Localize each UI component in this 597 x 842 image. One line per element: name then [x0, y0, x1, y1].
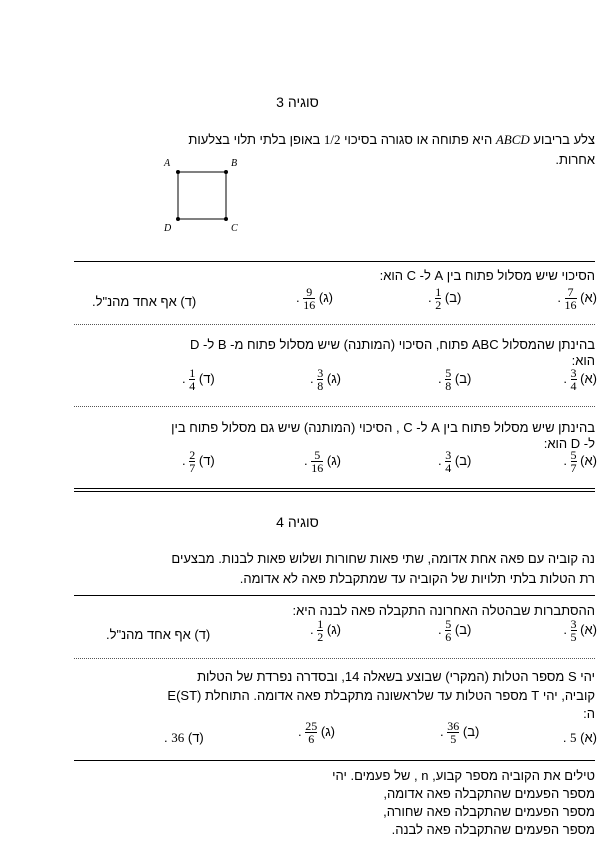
s3-q3-line2: ל- D הוא: [543, 436, 595, 451]
fraction: $\frac{5}{6}$ [445, 617, 452, 644]
fraction: $\frac{36}{5}$ [447, 719, 460, 746]
s3-q1-text: הסיכוי שיש מסלול פתוח בין A ל- C הוא: [379, 268, 595, 283]
section4-title: סוגיה 4 [276, 514, 319, 530]
fraction: $\frac{3}{5}$ [570, 617, 577, 644]
label-b: B [231, 158, 238, 169]
fraction: $\frac{2}{7}$ [189, 448, 196, 475]
section-separator [74, 488, 595, 492]
vertex-d [176, 217, 180, 221]
s3-q2-option-b[interactable]: (ב) $\frac{5}{8}$ . [438, 366, 472, 393]
s4-q1-option-c[interactable]: (ג) $\frac{1}{2}$ . [310, 617, 342, 644]
s4-q2-option-d[interactable]: (ד) 36 . [164, 730, 204, 745]
intro-text-a: צלע בריבוע [533, 132, 595, 147]
s4-q3-line4: מספר הפעמים שהתקבלה פאה לבנה. [391, 822, 595, 837]
square-edges [178, 172, 226, 219]
fraction: $\frac{9}{16}$ [303, 285, 316, 312]
s3-q1-option-c[interactable]: (ג) $\frac{9}{16}$ . [296, 285, 334, 312]
dotted-divider [74, 324, 595, 325]
fraction: $\frac{1}{4}$ [189, 366, 196, 393]
intro-abcd: ABCD [495, 132, 530, 147]
dotted-divider [74, 406, 595, 407]
s3-q1-option-d[interactable] [92, 294, 196, 309]
s3-q1-option-a[interactable]: (א) $\frac{7}{16}$ . [557, 285, 597, 312]
fraction: $\frac{5}{7}$ [570, 448, 577, 475]
intro-text-c: באופן בלתי תלוי בצלעות [188, 132, 321, 147]
s3-q3-line1: בהינתן שיש מסלול פתוח בין A ל- C , הסיכוי (המותנה) שיש גם מסלול פתוח בין [171, 420, 595, 435]
intro-half: 1/2 [323, 132, 341, 147]
fraction: $\frac{5}{16}$ [311, 448, 324, 475]
dotted-divider [74, 658, 595, 659]
s3-q1-option-b[interactable]: (ב) $\frac{1}{2}$ . [428, 285, 462, 312]
vertex-c [224, 217, 228, 221]
fraction: $\frac{5}{8}$ [445, 366, 452, 393]
fraction: $\frac{3}{4}$ [570, 366, 577, 393]
s4-q1-text: ההסתברות שבהטלה האחרונה התקבלה פאה לבנה היא: [292, 603, 595, 618]
s4-q2-line1: יהי S מספר הטלות (המקרי) שבוצע בשאלה 14, ובסדרה נפרדת של הטלות [197, 669, 595, 684]
fraction: $\frac{7}{16}$ [564, 285, 577, 312]
fraction: $\frac{1}{2}$ [317, 617, 324, 644]
label-d: D [164, 223, 172, 234]
s3-q2-line1: בהינתן שהמסלול ABC פתוח, הסיכוי (המותנה) שיש מסלול פתוח מ- B ל- D [190, 337, 595, 352]
fraction: $\frac{25}{6}$ [305, 719, 318, 746]
s4-q2-option-c[interactable]: (ג) $\frac{25}{6}$ . [298, 719, 336, 746]
s4-q2-option-b[interactable]: (ב) $\frac{36}{5}$ . [440, 719, 480, 746]
section4-intro-line2: רת הטלות בלתי תלויות של הקוביה עד שמתקבלת פאה לא אדומה. [239, 571, 595, 586]
fraction: $\frac{1}{2}$ [435, 285, 442, 312]
section3-title: סוגיה 3 [276, 94, 319, 110]
s4-q1-option-d[interactable]: (ד) אף אחד מהנ"ל. [106, 627, 211, 642]
s3-q2-option-c[interactable]: (ג) $\frac{3}{8}$ . [310, 366, 342, 393]
s4-q3-line1: טילים את הקוביה מספר קבוע, n , של פעמים. יהי [332, 768, 595, 783]
section4-intro-line1: נה קוביה עם פאה אחת אדומה, שתי פאות שחורות ושלוש פאות לבנות. מבצעים [171, 551, 595, 566]
option-label: (א) [580, 289, 597, 305]
s3-q2-option-d[interactable]: (ד) $\frac{1}{4}$ . [182, 366, 215, 393]
intro-text-b: היא פתוחה או סגורה בסיכוי [344, 132, 493, 147]
section3-intro-line1 [188, 132, 595, 148]
s4-q3-line2: מספר הפעמים שהתקבלה פאה אדומה, [383, 786, 595, 801]
square-diagram [160, 154, 250, 234]
option-label: (ד) [180, 294, 197, 309]
s4-q1-option-b[interactable]: (ב) $\frac{5}{6}$ . [438, 617, 472, 644]
label-c: C [231, 223, 238, 234]
option-text: אף אחד מהנ"ל. [92, 294, 177, 309]
option-label: (ב) [444, 289, 462, 305]
s3-q2-option-a[interactable]: (א) $\frac{3}{4}$ . [563, 366, 597, 393]
s3-q3-option-d[interactable]: (ד) $\frac{2}{7}$ . [182, 448, 215, 475]
option-label: (ג) [318, 289, 334, 305]
s4-q2-option-a[interactable]: (א) 5 . [562, 730, 597, 745]
s3-q2-line2: הוא: [571, 353, 595, 368]
label-a: A [164, 158, 171, 169]
s3-q3-option-b[interactable]: (ב) $\frac{3}{4}$ . [438, 448, 472, 475]
s4-q3-line3: מספר הפעמים שהתקבלה פאה שחורה, [383, 804, 595, 819]
s4-q2-line2: קוביה, יהי T מספר הטלות עד שלראשונה מתקבלת פאה אדומה. התוחלת E(ST) [167, 688, 595, 703]
divider [74, 261, 595, 262]
divider [74, 760, 595, 761]
vertex-a [176, 170, 180, 174]
section3-intro-line2: אחרות. [555, 152, 595, 167]
s4-q1-option-a[interactable]: (א) $\frac{3}{5}$ . [563, 617, 597, 644]
s3-q3-option-c[interactable]: (ג) $\frac{5}{16}$ . [304, 448, 342, 475]
vertex-b [224, 170, 228, 174]
s3-q3-option-a[interactable]: (א) $\frac{5}{7}$ . [563, 448, 597, 475]
fraction: $\frac{3}{8}$ [317, 366, 324, 393]
fraction: $\frac{3}{4}$ [445, 448, 452, 475]
s4-q2-line3: ה: [583, 706, 595, 721]
divider [74, 595, 595, 596]
